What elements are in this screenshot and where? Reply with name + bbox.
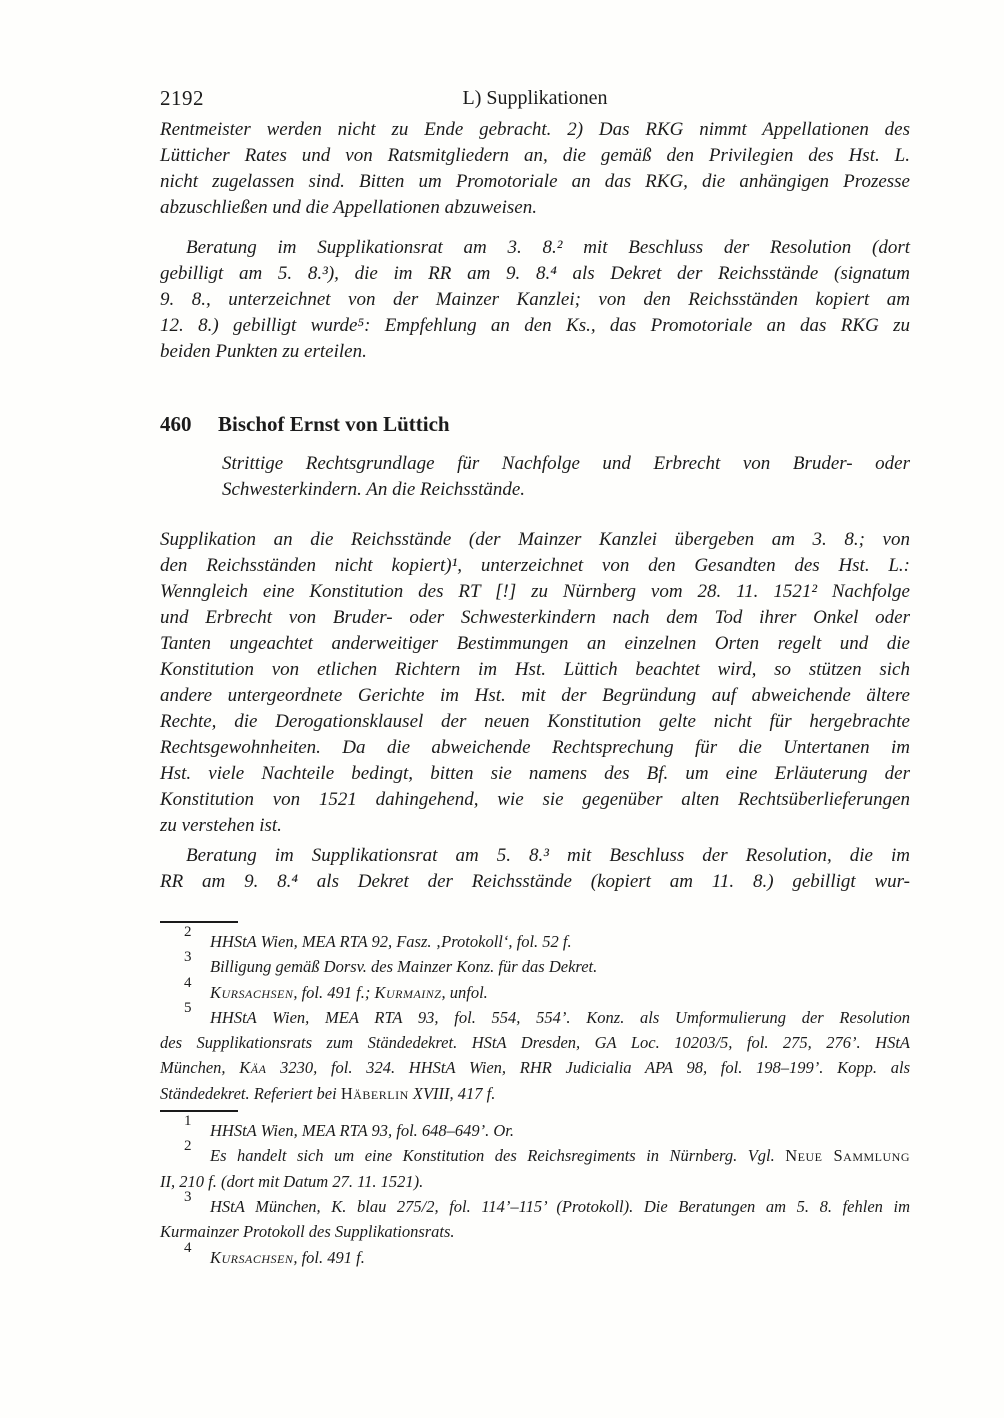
footnote-text: HHStA Wien, MEA RTA 93, fol. 554, 554’. Konz. als Umformulierung der Resolution des Supplikationsrats zum Ständedekret. HStA Dresden, GA Loc. 10203/5, fol. 275, 276’. HStA München, Käa 3230, fol. 324. HHStA Wien, RHR Judicialia APA 98, fol. 198–199’. Kopp. als Ständedekret. Referiert bei Häberlin XVIII, 417 f.: [160, 1007, 910, 1103]
footnote: [160, 949, 910, 979]
previous-entry-deliberation-paragraph: Beratung im Supplikationsrat am 3. 8.² mit Beschluss der Resolution (dort gebilligt am 5. 8.³), die im RR am 9. 8.⁴ als Dekret der Reichsstände (signatum 9. 8., unterzeichnet von der Mainzer Kanzlei; von den Reichsständen kopiert am 12. 8.) gebilligt wurde⁵: Empfehlung an den Ks., das Promotoriale an das RKG zu beiden Punkten zu erteilen.: [160, 237, 910, 362]
entry-body-paragraph: Supplikation an die Reichsstände (der Mainzer Kanzlei übergeben am 3. 8.; von den Reichsständen nicht kopiert)¹, unterzeichnet von den Gesandten des Hst. L.: Wenngleich eine Konstitution des RT [!] zu Nürnberg vom 28. 11. 1521² Nachfolge und Erbrecht von Bruder- oder Schwesterkindern nach dem Tod ihrer Onkel oder Tanten ungeachtet anderweitiger Bestimmungen an einzelnen Orten regelt und die Konstitution von etlichen Richtern im Hst. Lüttich beachtet wird, so stützen sich andere untergeordnete Gerichte im Hst. mit der Begründung auf abweichende ältere Rechte, die Derogationsklausel der neuen Konstitution gelte nicht für hergebrachte Rechtsgewohnheiten. Da die abweichende Rechtsprechung für die Untertanen im Hst. viele Nachteile bedingt, bitten sie namens des Bf. um eine Erläuterung der Konstitution von 1521 dahingehend, wie sie gegenüber alten Rechtsüberlieferungen zu verstehen ist.: [160, 529, 910, 836]
footnotes-lower-block: [160, 1113, 910, 1270]
section-heading: [160, 409, 910, 439]
entry-deliberation-paragraph: Beratung im Supplikationsrat am 5. 8.³ mit Beschluss der Resolution, die im RR am 9. 8.⁴ als Dekret der Reichsstände (kopiert am 11. 8.) gebilligt wur-: [160, 845, 910, 892]
footnote: [160, 999, 910, 1106]
section-title: Bischof Ernst von Lüttich: [218, 412, 450, 436]
footnote-number: 3: [184, 1188, 192, 1205]
page-header: [160, 85, 910, 111]
footnote: [160, 1138, 910, 1194]
footnote-text: HStA München, K. blau 275/2, fol. 114’–115’ (Protokoll). Die Beratungen am 5. 8. fehlen im Kurmainzer Protokoll des Supplikationsrats.: [160, 1196, 910, 1242]
footnote: [160, 974, 910, 1005]
footnote-text: HHStA Wien, MEA RTA 92, Fasz. ‚Protokoll‘, fol. 52 f.: [210, 932, 572, 951]
footnote-number: 3: [184, 949, 192, 966]
footnote: [160, 1188, 910, 1245]
footnote-separator-rule: [160, 921, 238, 923]
footnote-number: 1: [184, 1113, 192, 1130]
footnote-number: 2: [184, 1138, 192, 1155]
footnote-text: Kursachsen, fol. 491 f.; Kurmainz, unfol.: [210, 982, 488, 1002]
footnote-text: Es handelt sich um eine Konstitution des Reichsregiments in Nürnberg. Vgl. Neue Sammlung II, 210 f. (dort mit Datum 27. 11. 1521).: [160, 1146, 910, 1191]
footnote-text: Billigung gemäß Dorsv. des Mainzer Konz. für das Dekret.: [210, 957, 598, 977]
page-number: 2192: [160, 86, 204, 110]
footnote-text: HHStA Wien, MEA RTA 93, fol. 648–649’. Or.: [210, 1121, 515, 1141]
footnote-number: 4: [184, 1239, 192, 1256]
footnote-text: Kursachsen, fol. 491 f.: [210, 1247, 365, 1267]
entry-summary: Strittige Rechtsgrundlage für Nachfolge und Erbrecht von Bruder- oder Schwesterkindern. An die Reichsstände.: [222, 453, 910, 500]
footnotes-upper-block: [160, 924, 910, 1106]
footnote-number: 2: [184, 924, 192, 940]
running-header-title: L) Supplikationen: [462, 87, 608, 109]
footnote: [160, 1239, 910, 1270]
previous-entry-paragraph-1: Rentmeister werden nicht zu Ende gebracht. 2) Das RKG nimmt Appellationen des Lütticher Rates und von Ratsmitgliedern an, die gemäß den Privilegien des Hst. L. nicht zugelassen sind. Bitten um Promotoriale an das RKG, die anhängigen Prozesse abzuschließen und die Appellationen abzuweisen.: [160, 119, 910, 218]
footnote: [160, 924, 910, 954]
section-number: 460: [160, 412, 192, 436]
footnote: [160, 1113, 910, 1143]
footnote-separator-rule: [160, 1110, 238, 1112]
footnote-number: 4: [184, 974, 192, 991]
footnote-number: 5: [184, 999, 192, 1016]
